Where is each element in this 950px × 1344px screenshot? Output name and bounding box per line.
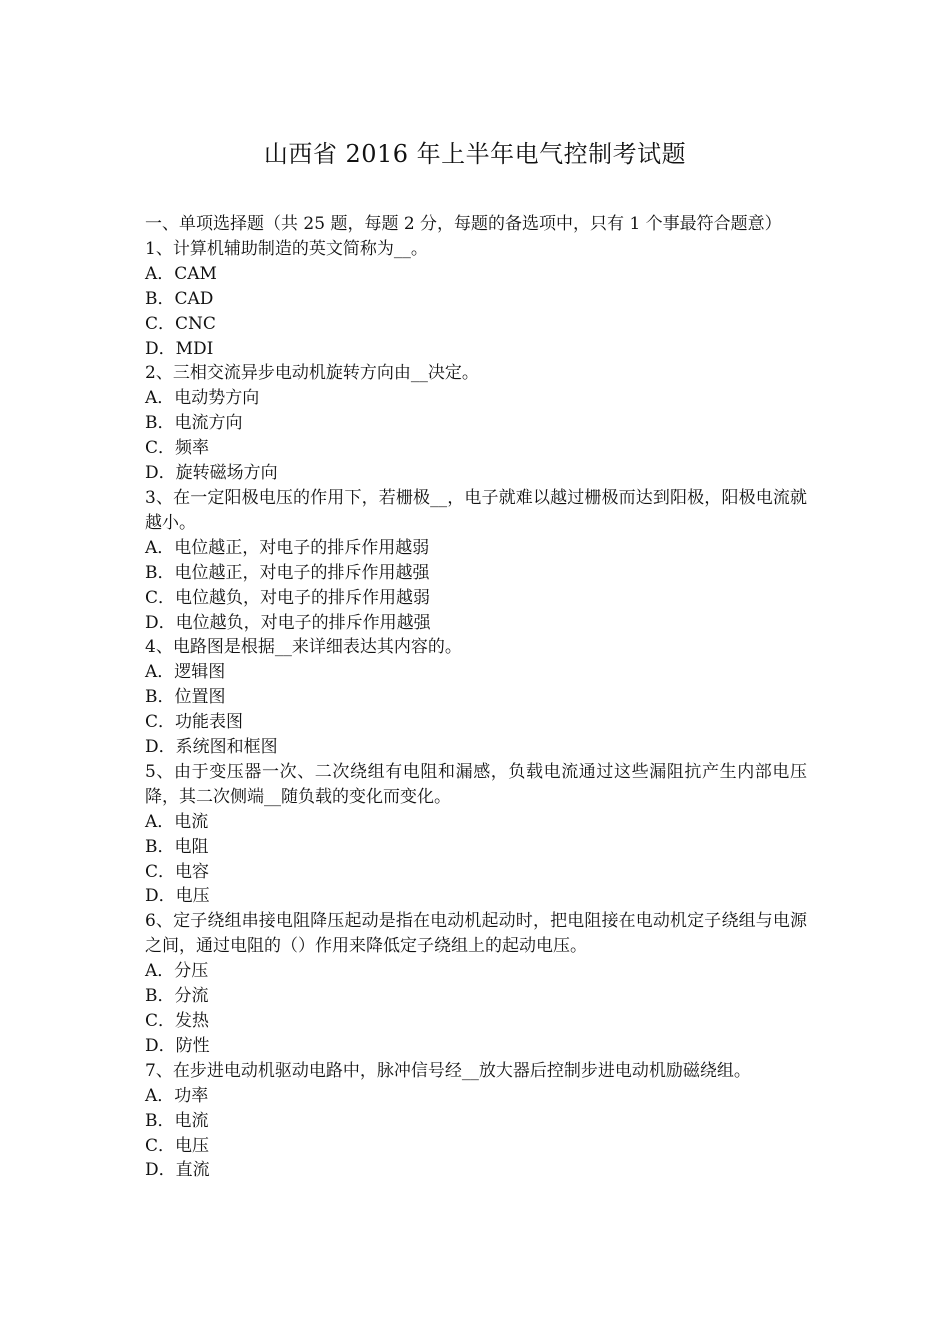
option-d: D．直流 — [145, 1160, 210, 1181]
question-text: 7、在步进电动机驱动电路中，脉冲信号经__放大器后控制步进电动机励磁绕组。 — [145, 1060, 751, 1081]
question-3 — [145, 486, 807, 635]
question-text: 5、由于变压器一次、二次绕组有电阻和漏感，负载电流通过这些漏阻抗产生内部电压降，其二次侧端__随负载的变化而变化。 — [145, 761, 807, 807]
question-5 — [145, 760, 807, 909]
option-c: C．电容 — [145, 861, 210, 882]
option-a: A．逻辑图 — [145, 662, 226, 683]
option-c: C．频率 — [145, 438, 210, 459]
question-1 — [145, 237, 807, 362]
question-6 — [145, 909, 807, 1058]
option-b: B．电流 — [145, 1110, 209, 1131]
section-header: 一、单项选择题（共 25 题，每题 2 分，每题的备选项中，只有 1 个事最符合题意） — [145, 214, 782, 234]
option-a: A．电动势方向 — [145, 388, 260, 409]
option-d: D．电压 — [145, 886, 210, 907]
question-2 — [145, 361, 807, 486]
question-text: 2、三相交流异步电动机旋转方向由__决定。 — [145, 363, 479, 384]
option-a: A．功率 — [145, 1085, 209, 1106]
option-d: D．旋转磁场方向 — [145, 463, 278, 484]
document-title: 山西省 2016 年上半年电气控制考试题 — [263, 140, 687, 168]
option-a: A．分压 — [145, 961, 209, 982]
option-d: D．防性 — [145, 1035, 210, 1056]
question-7 — [145, 1059, 807, 1184]
option-b: B．分流 — [145, 986, 209, 1007]
option-d: D．电位越负，对电子的排斥作用越强 — [145, 612, 431, 633]
option-b: B．电位越正，对电子的排斥作用越强 — [145, 562, 430, 583]
option-a: A．电流 — [145, 811, 209, 832]
question-text: 6、定子绕组串接电阻降压起动是指在电动机起动时，把电阻接在电动机定子绕组与电源之间，通过电阻的（）作用来降低定子绕组上的起动电压。 — [145, 911, 807, 957]
option-a: A．电位越正，对电子的排斥作用越弱 — [145, 537, 430, 558]
option-a: A．CAM — [145, 263, 217, 284]
option-b: B．位置图 — [145, 687, 226, 708]
option-d: D．MDI — [145, 338, 214, 359]
option-d: D．系统图和框图 — [145, 737, 278, 758]
question-4 — [145, 635, 807, 760]
option-b: B．CAD — [145, 288, 214, 309]
document-body — [145, 212, 807, 1183]
question-text: 4、电路图是根据__来详细表达其内容的。 — [145, 637, 462, 658]
option-c: C．发热 — [145, 1011, 210, 1031]
option-c: C．CNC — [145, 313, 216, 334]
option-b: B．电流方向 — [145, 413, 243, 434]
option-c: C．电位越负，对电子的排斥作用越弱 — [145, 587, 431, 608]
option-c: C．电压 — [145, 1135, 210, 1156]
question-text: 1、计算机辅助制造的英文简称为__。 — [145, 238, 428, 259]
question-text: 3、在一定阳极电压的作用下，若栅极__，电子就难以越过栅极而达到阳极，阳极电流就越小。 — [145, 487, 807, 533]
option-c: C．功能表图 — [145, 712, 244, 733]
option-b: B．电阻 — [145, 836, 209, 857]
